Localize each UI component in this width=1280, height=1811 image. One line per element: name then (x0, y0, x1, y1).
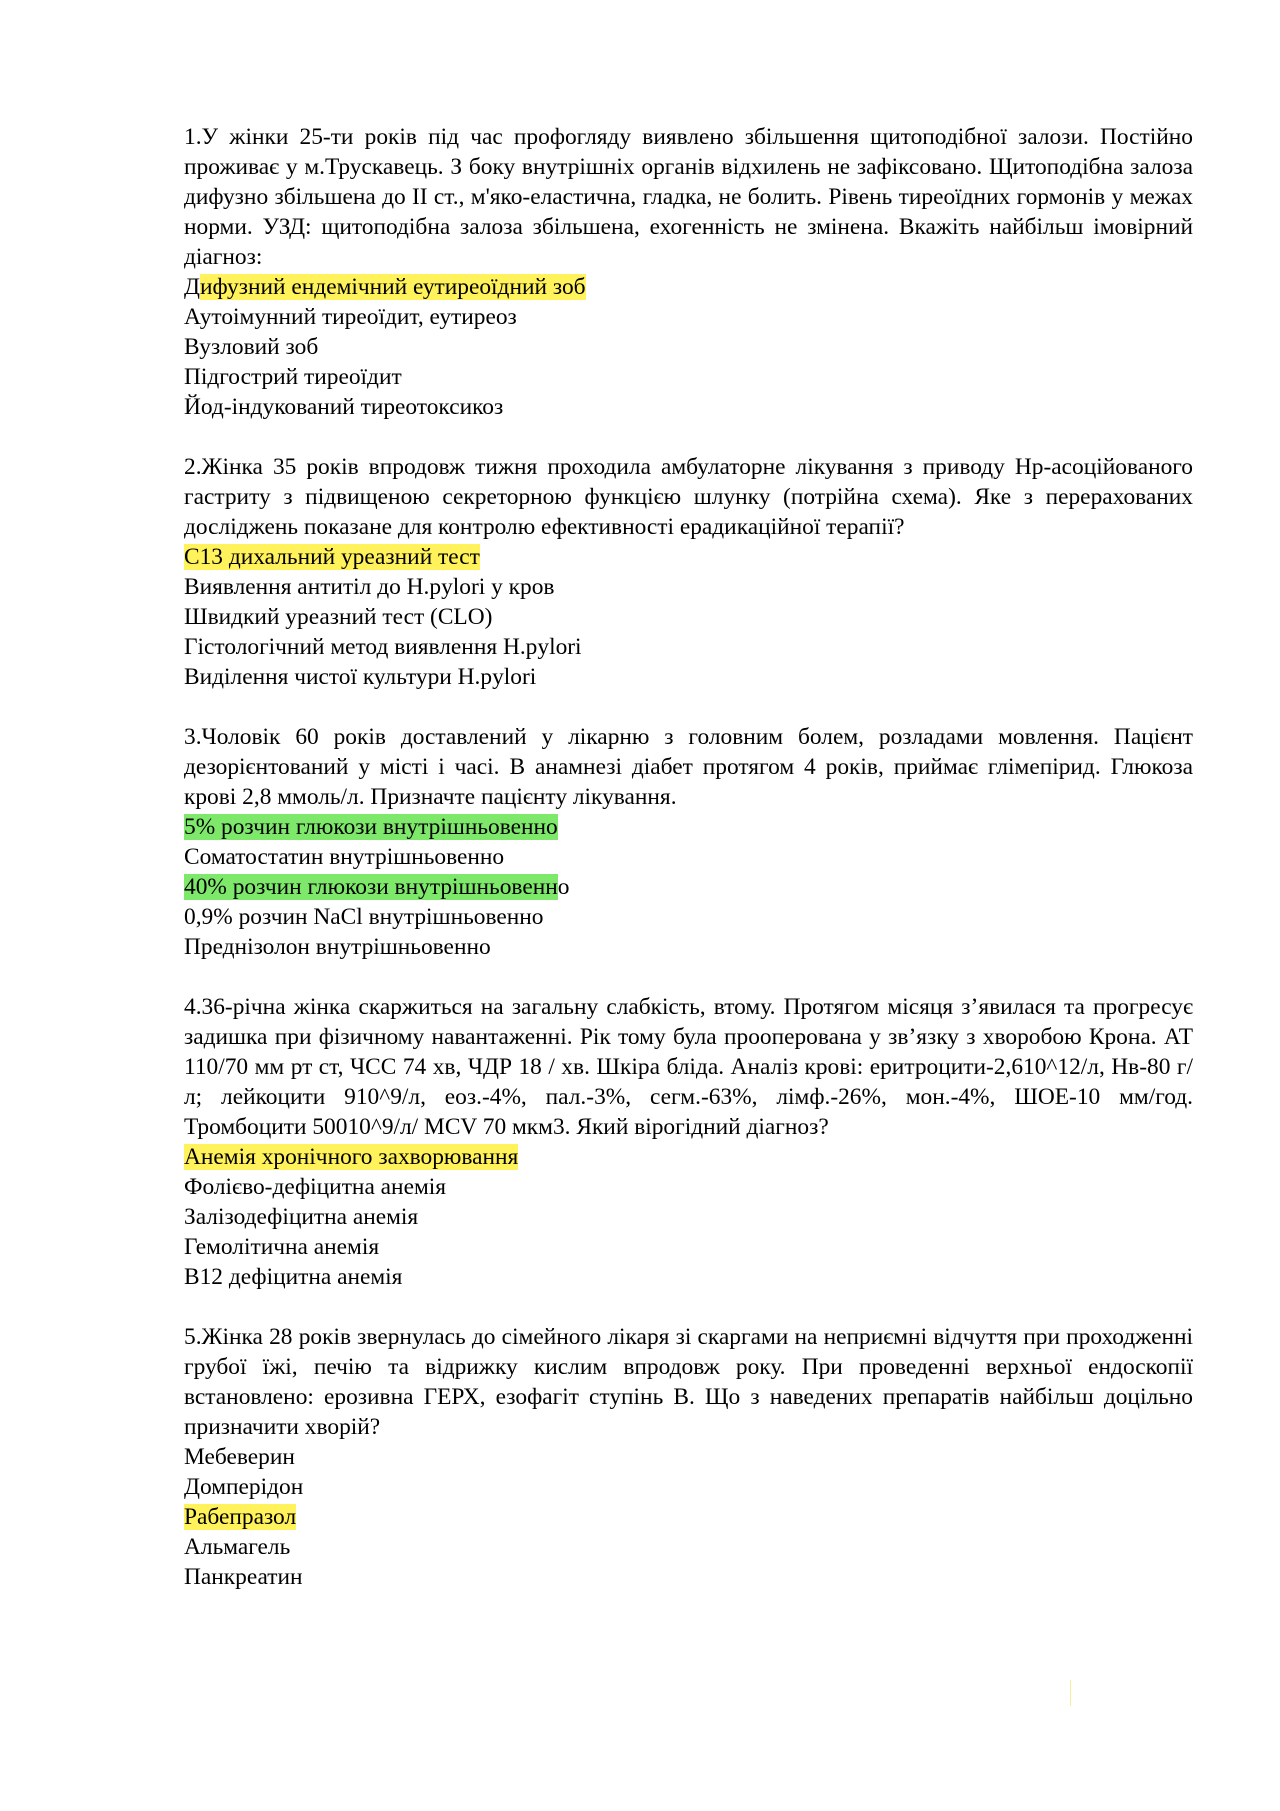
option-text: Преднізолон внутрішньовенно (184, 934, 491, 960)
answer-option (184, 1202, 1193, 1232)
answer-option (184, 362, 1193, 392)
option-text: Йод-індукований тиреотоксикоз (184, 394, 504, 420)
question-3 (184, 722, 1193, 962)
option-text: Швидкий уреазний тест (CLO) (184, 604, 493, 630)
option-text: Альмагель (184, 1534, 291, 1560)
option-text: Домперідон (184, 1474, 304, 1500)
option-text: Вузловий зоб (184, 334, 319, 360)
answer-option (184, 272, 1193, 302)
answer-option (184, 842, 1193, 872)
answer-option (184, 662, 1193, 692)
answer-option (184, 392, 1193, 422)
question-stem: 2.Жінка 35 років впродовж тижня проходила амбулаторне лікування з приводу Hp-асоційованого гастриту з підвищеною секреторною функцією шлунку (потрійна схема). Яке з перерахованих досліджень показане для контролю ефективності ерадикаційної терапії? (184, 454, 1193, 540)
question-stem: 4.36-річна жінка скаржиться на загальну слабкість, втому. Протягом місяця з’явилася та прогресує задишка при фізичному навантаженні. Рік тому була прооперована у зв’язку з хворобою Крона. АТ 110/70 мм рт ст, ЧСС 74 хв, ЧДР 18 / хв. Шкіра бліда. Аналіз крові: еритроцити-2,610^12/л, Нв-80 г/л; лейкоцити 910^9/л, еоз.-4%, пал.-3%, сегм.-63%, лімф.-26%, мон.-4%, ШОЕ-10 мм/год. Тромбоцити 50010^9/л/ MCV 70 мкм3. Який вірогідний діагноз? (184, 994, 1193, 1140)
question-stem: 3.Чоловік 60 років доставлений у лікарню з головним болем, розладами мовлення. Пацієнт дезорієнтований у місті і часі. В анамнезі діабет протягом 4 років, приймає глімепірид. Глюкоза крові 2,8 ммоль/л. Призначте пацієнту лікування. (184, 724, 1193, 810)
option-text: Мебеверин (184, 1444, 295, 1470)
answer-option (184, 332, 1193, 362)
answer-option (184, 872, 1193, 902)
option-text: Виділення чистої культури H.pylori (184, 664, 537, 690)
question-4 (184, 992, 1193, 1292)
option-text: Гістологічний метод виявлення H.pylori (184, 634, 582, 660)
option-highlight: ифузний ендемічний еутиреоїдний зоб (199, 274, 586, 300)
option-text: Підгострий тиреоїдит (184, 364, 402, 390)
option-highlight: 5% розчин глюкози внутрішньовенно (184, 814, 558, 840)
answer-option (184, 812, 1193, 842)
option-text: Фолієво-дефіцитна анемія (184, 1174, 447, 1200)
option-text: 0,9% розчин NaCl внутрішньовенно (184, 904, 544, 930)
option-text: Д (184, 274, 200, 300)
answer-option (184, 572, 1193, 602)
option-text: Соматостатин внутрішньовенно (184, 844, 505, 870)
answer-option (184, 1472, 1193, 1502)
text-cursor-mark (1070, 1680, 1071, 1706)
answer-option (184, 1262, 1193, 1292)
question-1 (184, 122, 1193, 422)
option-text: Панкреатин (184, 1564, 303, 1590)
answer-option (184, 1562, 1193, 1592)
question-5 (184, 1322, 1193, 1592)
option-highlight: 40% розчин глюкози внутрішньовенн (184, 874, 558, 900)
document-page (184, 122, 1193, 1622)
answer-option (184, 1142, 1193, 1172)
answer-option (184, 1502, 1193, 1532)
question-2 (184, 452, 1193, 692)
option-text: Гемолітична анемія (184, 1234, 380, 1260)
answer-option (184, 1442, 1193, 1472)
option-text: Залізодефіцитна анемія (184, 1204, 419, 1230)
option-text: Аутоімунний тиреоїдит, еутиреоз (184, 304, 517, 330)
question-stem: 1.У жінки 25-ти років під час профогляду виявлено збільшення щитоподібної залози. Постійно проживає у м.Трускавець. З боку внутрішніх органів відхилень не зафіксовано. Щитоподібна залоза дифузно збільшена до II ст., м'яко-еластична, гладка, не болить. Рівень тиреоїдних гормонів у межах норми. УЗД: щитоподібна залоза збільшена, ехогенність не змінена. Вкажіть найбільш імовірний діагноз: (184, 124, 1193, 270)
question-stem: 5.Жінка 28 років звернулась до сімейного лікаря зі скаргами на неприємні відчуття при проходженні грубої їжі, печію та відрижку кислим впродовж року. При проведенні верхньої ендоскопії встановлено: ерозивна ГЕРХ, езофагіт ступінь В. Що з наведених препаратів найбільш доцільно призначити хворій? (184, 1324, 1193, 1440)
answer-option (184, 1172, 1193, 1202)
answer-option (184, 1232, 1193, 1262)
answer-option (184, 932, 1193, 962)
option-highlight: Анемія хронічного захворювання (184, 1144, 519, 1170)
answer-option (184, 632, 1193, 662)
option-text-tail: о (557, 874, 570, 900)
answer-option (184, 542, 1193, 572)
answer-option (184, 902, 1193, 932)
answer-option (184, 302, 1193, 332)
option-text: Виявлення антитіл до H.pylori у кров (184, 574, 555, 600)
answer-option (184, 1532, 1193, 1562)
answer-option (184, 602, 1193, 632)
option-text: В12 дефіцитна анемія (184, 1264, 403, 1290)
option-highlight: С13 дихальний уреазний тест (184, 544, 480, 570)
option-highlight: Рабепразол (184, 1504, 297, 1530)
